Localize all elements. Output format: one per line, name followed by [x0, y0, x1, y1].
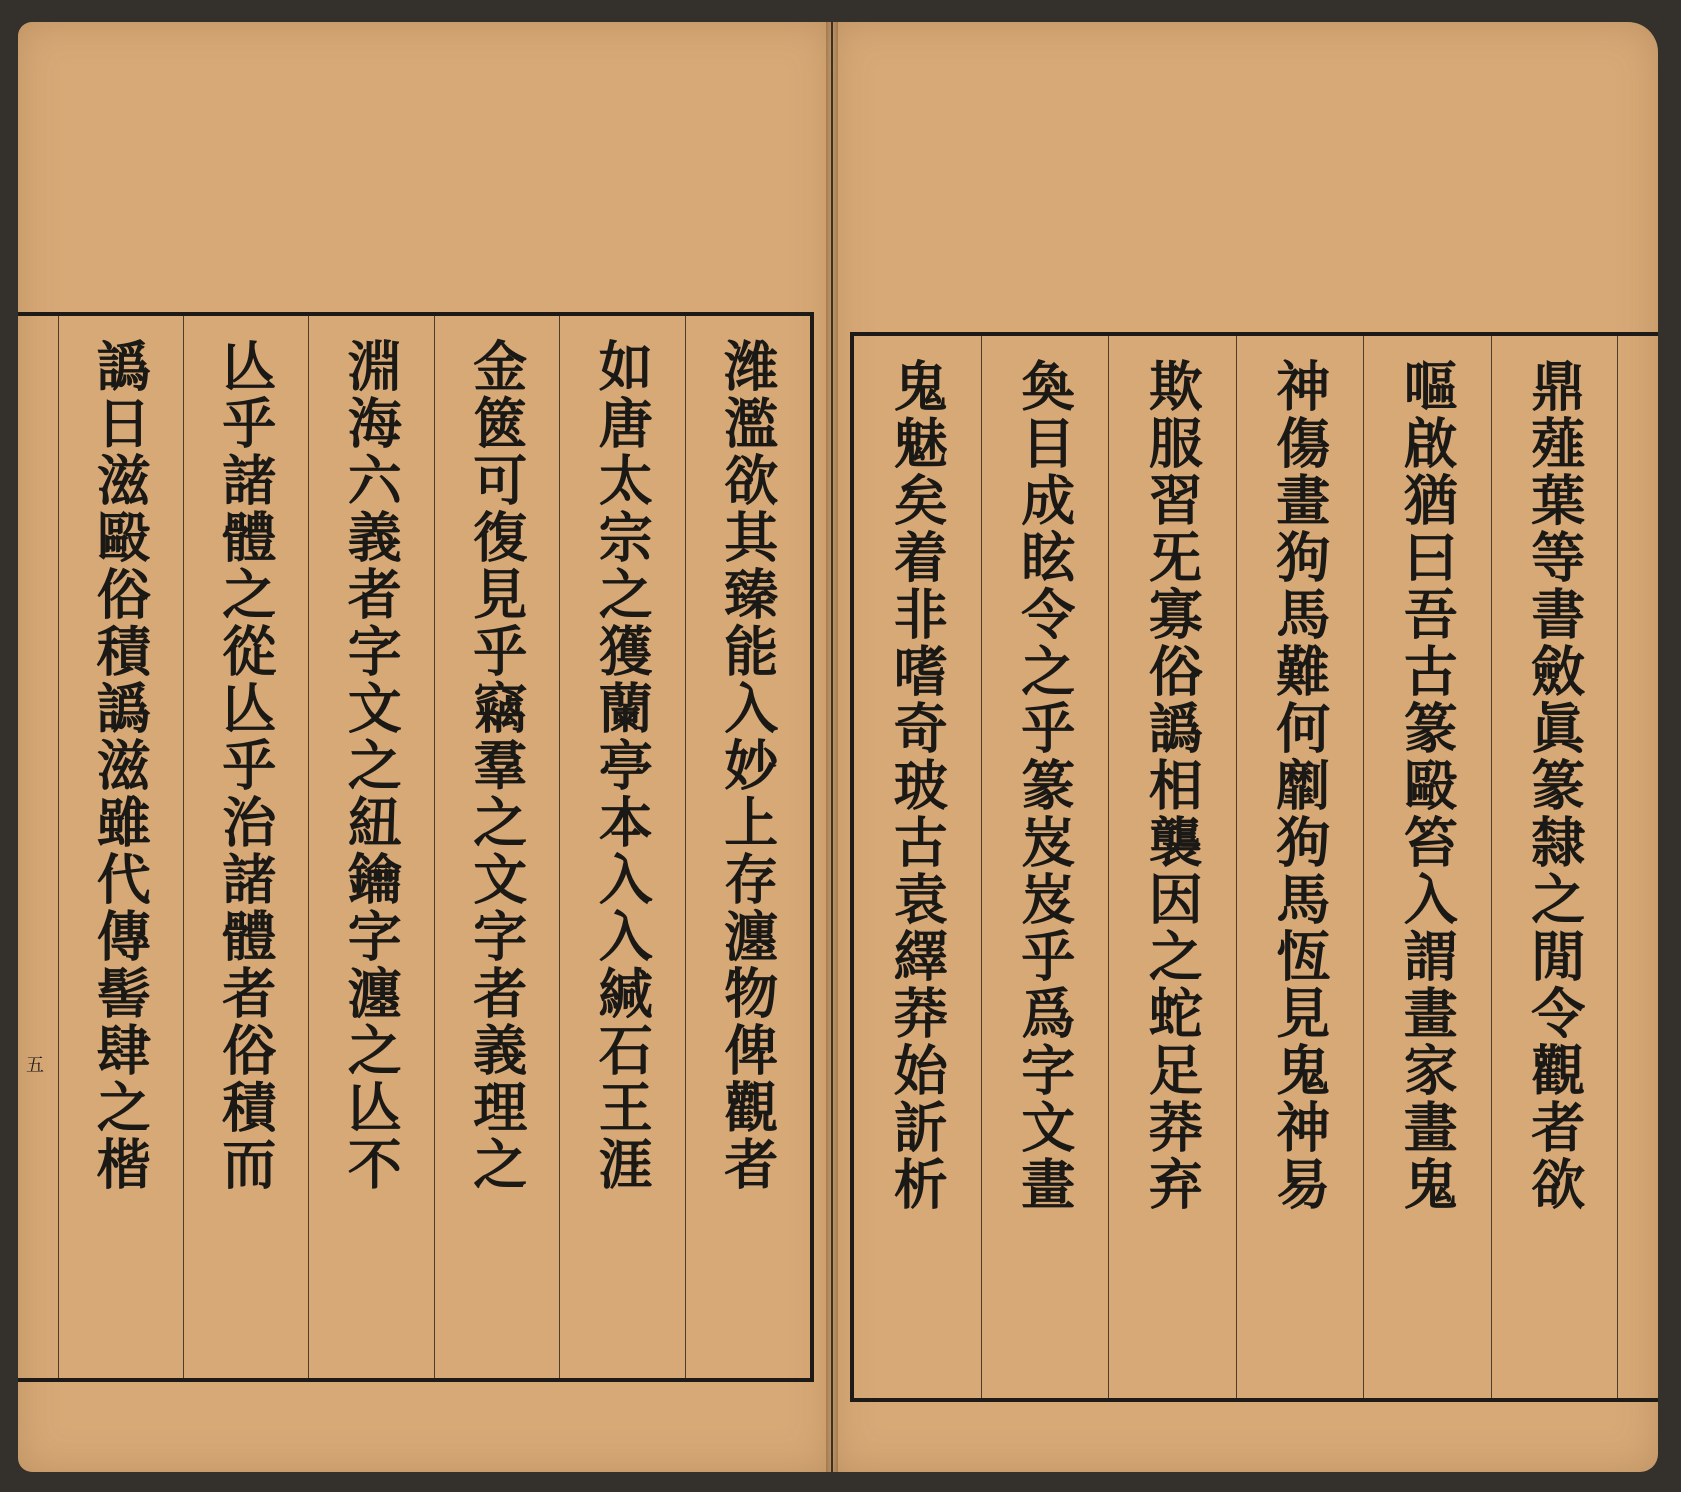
- column-text: 金篋可復見乎竊羣之文字者義理之: [464, 338, 529, 1193]
- text-column: [58, 316, 183, 1378]
- column-text: 如唐太宗之獲蘭亭本入入緘石王涯: [590, 338, 655, 1193]
- right-page-frame: [850, 332, 1658, 1402]
- left-page-columns: [58, 316, 810, 1378]
- text-column: [854, 336, 981, 1398]
- left-page-margin-strip: [18, 316, 59, 1378]
- column-text: 潍濫欲其臻能入妙上存瀍物俾觀者: [715, 338, 780, 1193]
- column-text: 亾乎諸體之從亾乎治諸體者俗積而: [213, 338, 278, 1193]
- column-text: 奐目成眩令之乎篆岌岌乎爲字文畫: [1012, 358, 1077, 1213]
- right-page-margin-strip: [1617, 336, 1658, 1398]
- text-column: [685, 316, 811, 1378]
- column-text: 淵海六義者字文之紐鑰字瀍之亾不: [339, 338, 404, 1193]
- text-column: [308, 316, 434, 1378]
- left-page-frame: [18, 312, 814, 1382]
- right-page: [833, 22, 1658, 1472]
- column-text: 鬼魅矣着非嗜奇玻古袁繹莽始訢析: [885, 358, 950, 1213]
- open-book: [18, 22, 1658, 1472]
- text-column: [1363, 336, 1491, 1398]
- column-text: 神傷畫狗馬難何劘狗馬恆見鬼神易: [1267, 358, 1332, 1213]
- text-column: [1491, 336, 1619, 1398]
- book-gutter: [826, 22, 838, 1472]
- column-text: 嘔啟猶曰吾古篆毆笞入謂畫家畫鬼: [1395, 358, 1460, 1213]
- column-text: 鼎薤葉等書斂眞篆隸之閒令觀者欲: [1522, 358, 1587, 1213]
- text-column: [559, 316, 685, 1378]
- text-column: [1108, 336, 1236, 1398]
- text-column: [981, 336, 1109, 1398]
- right-page-columns: [854, 336, 1618, 1398]
- column-text: 譌日滋毆俗積譌滋雖代傳髻肆之楷: [88, 338, 153, 1193]
- column-text: 欺服習旡寡俗譌相襲因之蛇足莽弃: [1140, 358, 1205, 1213]
- text-column: [1236, 336, 1364, 1398]
- left-page: [18, 22, 831, 1472]
- folio-number: 五: [26, 1055, 44, 1076]
- text-column: [434, 316, 560, 1378]
- text-column: [183, 316, 309, 1378]
